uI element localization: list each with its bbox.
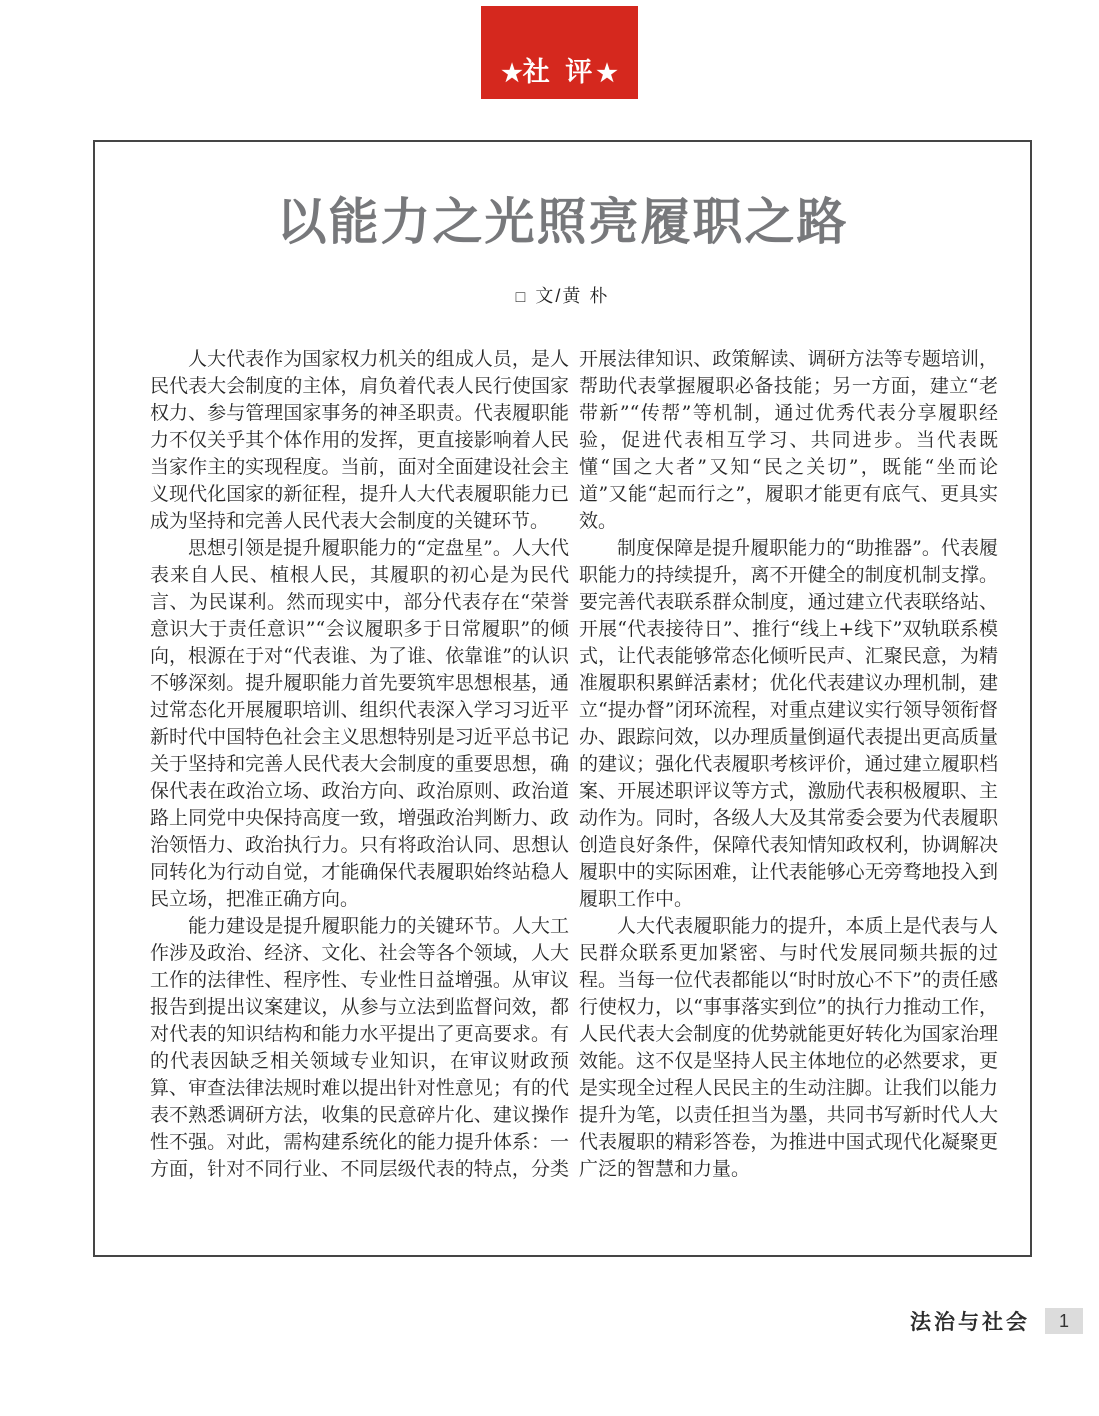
body-paragraph: 思想引领是提升履职能力的“定盘星”。人大代表来自人民、植根人民，其履职的初心是为民代言、为民谋利。然而现实中，部分代表存在“荣誉意识大于责任意识”“会议履职多于日常履职”的倾向，根源在于对“代表谁、为了谁、依靠谁”的认识不够深刻。提升履职能力首先要筑牢思想根基，通过常态化开展履职培训、组织代表深入学习习近平新时代中国特色社会主义思想特别是习近平总书记关于坚持和完善人民代表大会制度的重要思想，确保代表在政治立场、政治方向、政治原则、政治道路上同党中央保持高度一致，增强政治判断力、政治领悟力、政治执行力。只有将政治认同、思想认同转化为行动自觉，才能确保代表履职始终站稳人民立场，把准正确方向。: [150, 537, 569, 910]
article-body: [150, 346, 998, 1183]
editorial-badge: [481, 6, 638, 99]
body-paragraph: 人大代表履职能力的提升，本质上是代表与人民群众联系更加紧密、与时代发展同频共振的过程。当每一位代表都能以“时时放心不下”的责任感行使权力，以“事事落实到位”的执行力推动工作，人民代表大会制度的优势就能更好转化为国家治理效能。这不仅是坚持人民主体地位的必然要求，更是实现全过程人民民主的生动注脚。让我们以能力提升为笔，以责任担当为墨，共同书写新时代人大代表履职的精彩答卷，为推进中国式现代化凝聚更广泛的智慧和力量。: [579, 915, 998, 1180]
body-paragraph: 能力建设是提升履职能力的关键环节。人大工作涉及政治、经济、文化、社会等各个领域，人大工作的法律性、程序性、专业性日益增强。从审议报告到提出议案建议，从参与立法到监督问效，都对代表的知识结构和能力水平提出了更高要求。有的代表因缺乏相关领域专业知识，在审议财政预算、审查法律法规时难以提出针对性意见；有的代表不熟悉调研方法，收集的民意碎片化、建议操作性不强。对此，需构建系统化的能力提升体系：一方面，针对不同行业、不同层级代表的特点，分类开展法律知识、政策解读、调研方法等专题培训，帮助代表掌握履职必备技能；另一方面，建立“老带新”“传帮”等机制，通过优秀代表分享履职经验，促进代表相互学习、共同进步。当代表既懂“国之大者”又知“民之关切”，既能“坐而论道”又能“起而行之”，履职才能更有底气、更具实效。: [150, 348, 998, 1180]
page-footer: [910, 1306, 1083, 1336]
author-square-icon: □: [515, 289, 528, 306]
byline: [95, 282, 1030, 308]
editorial-badge-label: 社 评: [522, 57, 597, 87]
body-paragraph: 制度保障是提升履职能力的“助推器”。代表履职能力的持续提升，离不开健全的制度机制支撑。要完善代表联系群众制度，通过建立代表联络站、开展“代表接待日”、推行“线上+线下”双轨联系模式，让代表能够常态化倾听民声、汇聚民意，为精准履职积累鲜活素材；优化代表建议办理机制，建立“提办督”闭环流程，对重点建议实行领导领衔督办、跟踪问效，以办理质量倒逼代表提出更高质量的建议；强化代表履职考核评价，通过建立履职档案、开展述职评议等方式，激励代表积极履职、主动作为。同时，各级人大及其常委会要为代表履职创造良好条件，保障代表知情知政权利，协调解决履职中的实际困难，让代表能够心无旁骛地投入到履职工作中。: [579, 537, 998, 910]
body-paragraph: 人大代表作为国家权力机关的组成人员，是人民代表大会制度的主体，肩负着代表人民行使国家权力、参与管理国家事务的神圣职责。代表履职能力不仅关乎其个体作用的发挥，更直接影响着人民当家作主的实现程度。当前，面对全面建设社会主义现代化国家的新征程，提升人大代表履职能力已成为坚持和完善人民代表大会制度的关键环节。: [150, 348, 569, 532]
article-frame: [93, 140, 1032, 1257]
page-title: 以能力之光照亮履职之路: [276, 194, 849, 250]
star-icon: ★: [501, 60, 523, 87]
page-number-badge: 1: [1045, 1308, 1083, 1334]
journal-name: 法治与社会: [910, 1311, 1030, 1334]
byline-text: 文/黄 朴: [535, 286, 610, 306]
star-icon: ★: [596, 60, 618, 87]
